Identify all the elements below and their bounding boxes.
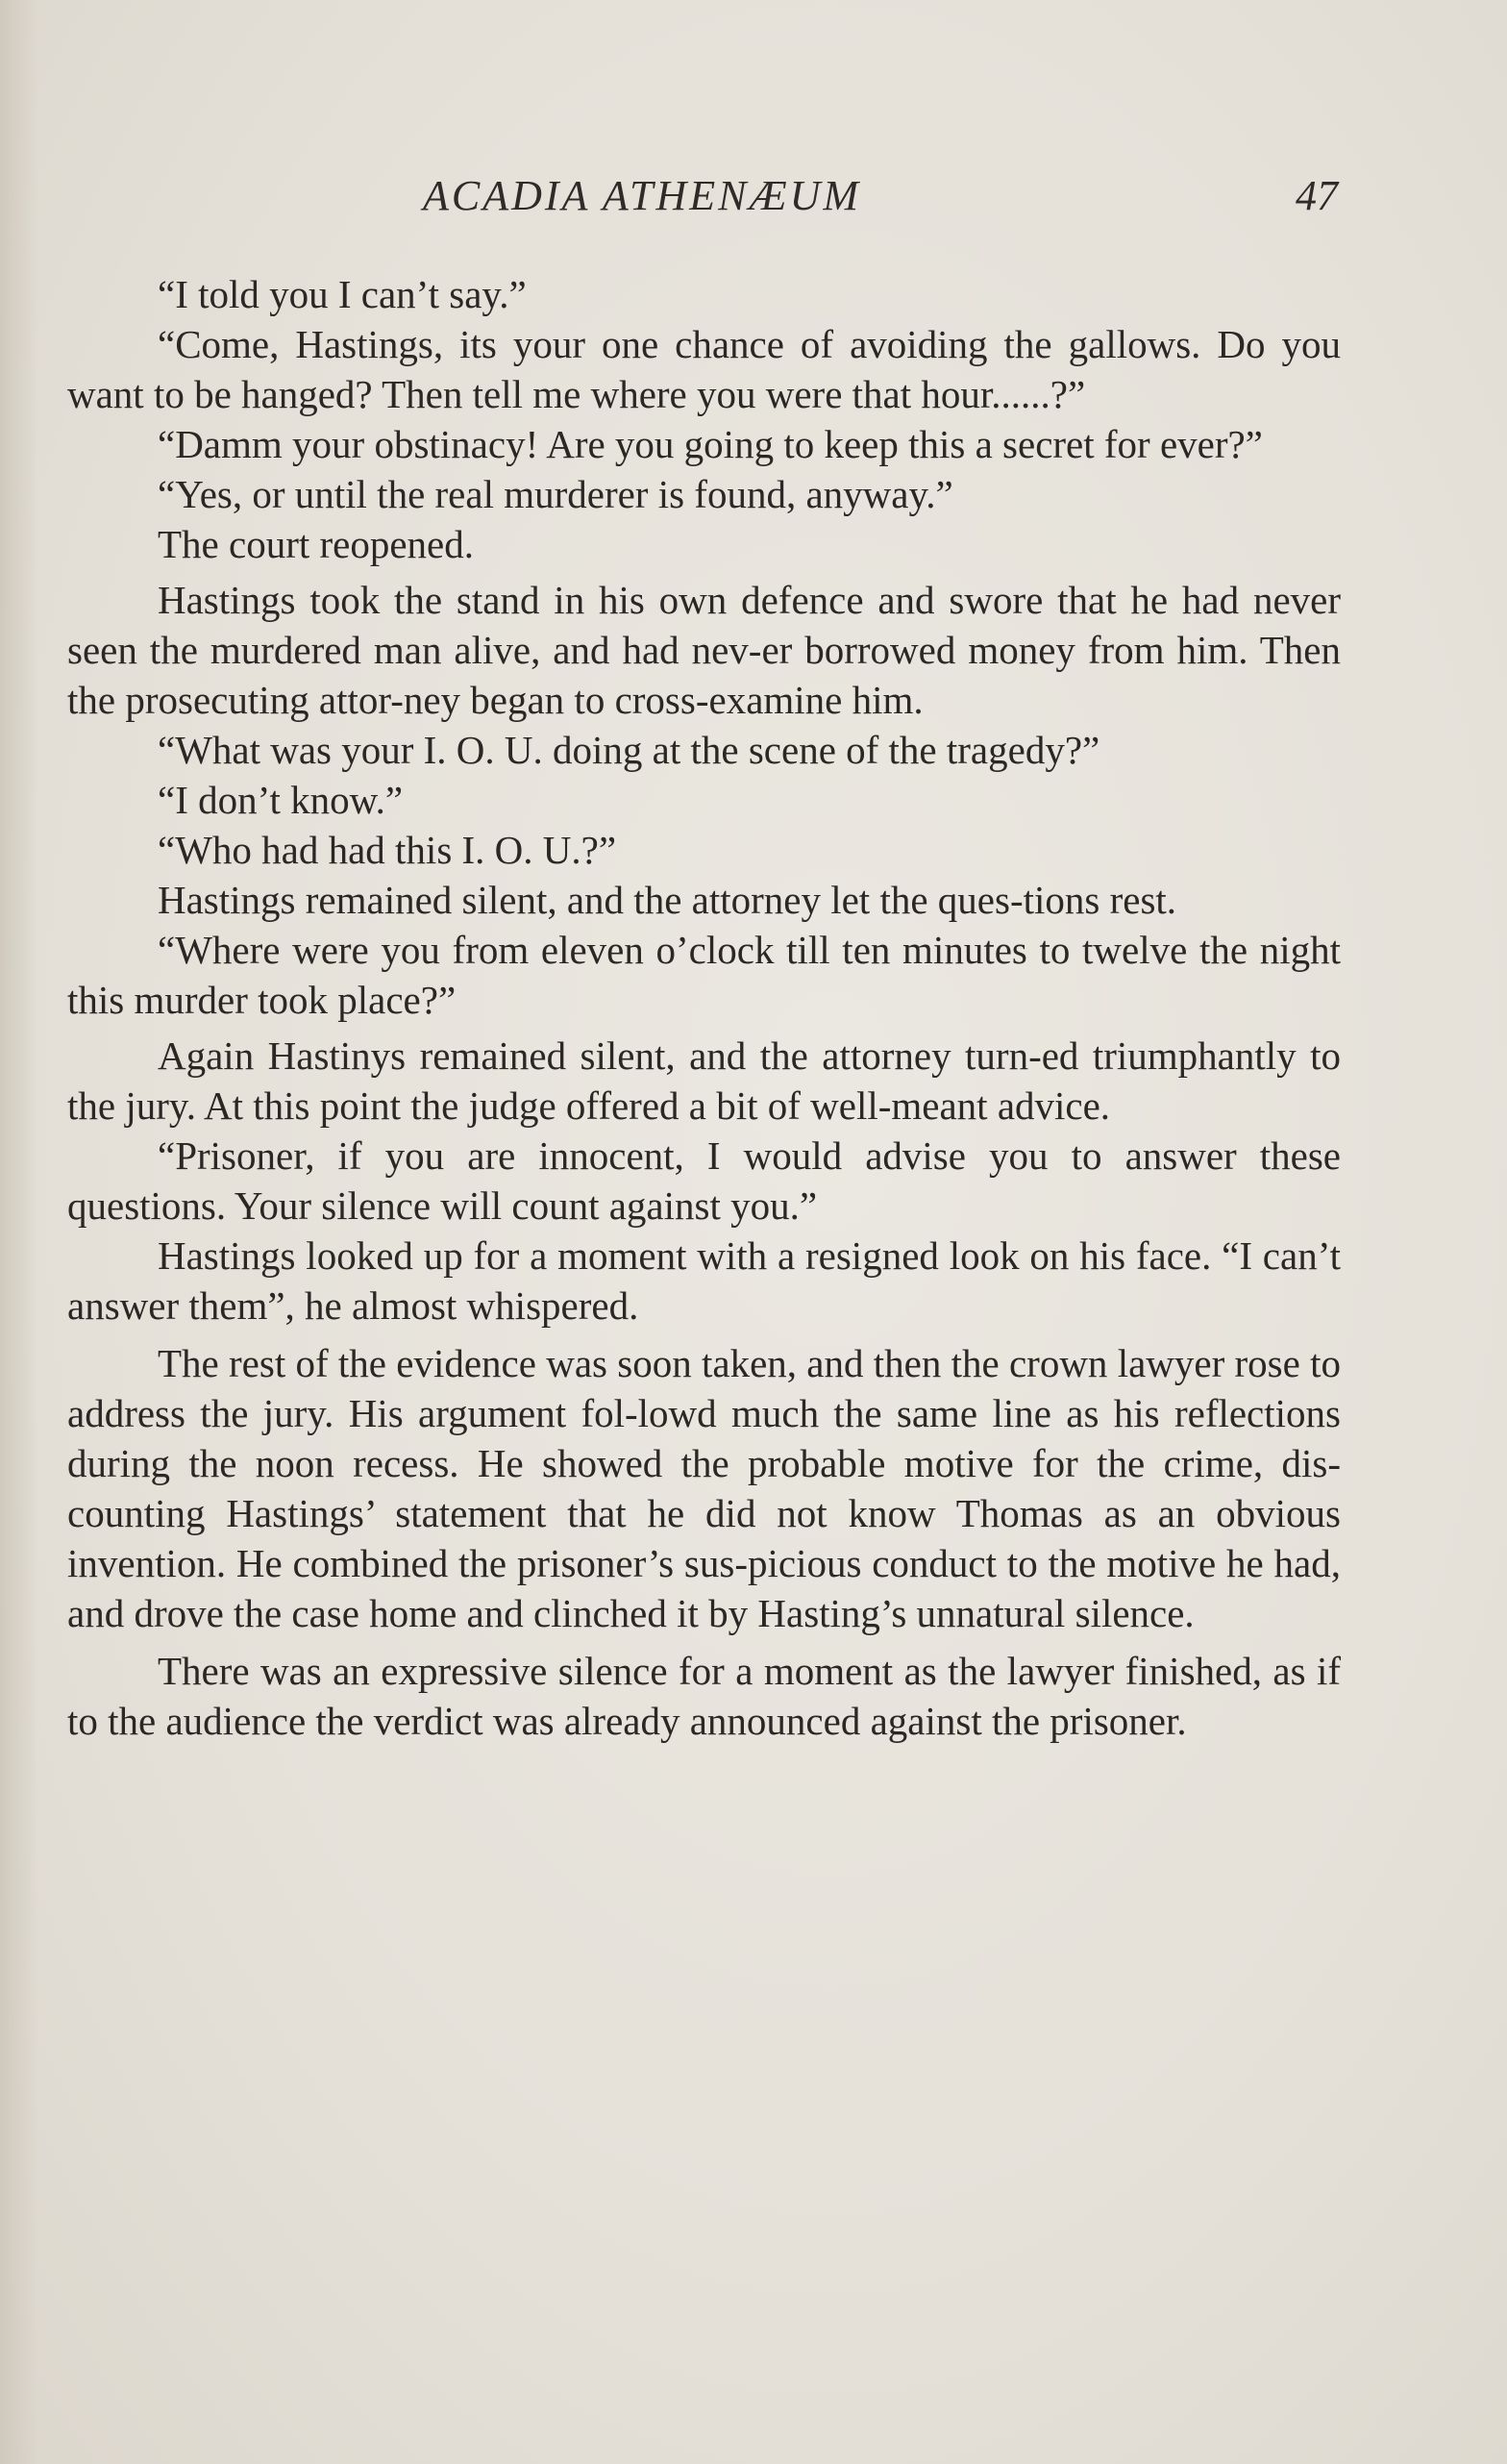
paragraph: “I told you I can’t say.” <box>158 272 527 316</box>
paragraph: “Who had had this I. O. U.?” <box>158 828 617 872</box>
paragraph: “Where were you from eleven o’clock till ten minutes to twelve the night this murder took place?” <box>67 928 1341 1022</box>
article-body <box>67 269 1341 1746</box>
paragraph: The court reopened. <box>158 522 474 566</box>
paragraph: “Yes, or until the real murderer is found, anyway.” <box>158 472 953 516</box>
page-spine-shadow <box>0 0 38 2464</box>
paragraph: “Prisoner, if you are innocent, I would advise you to answer these questions. Your silence will count against you.” <box>67 1133 1341 1228</box>
paragraph: Again Hastinys remained silent, and the attorney turn-ed triumphantly to the jury. At this point the judge offered a bit of well-meant advice. <box>67 1033 1341 1128</box>
paragraph: “Come, Hastings, its your one chance of avoiding the gallows. Do you want to be hanged? Then tell me where you were that hour......?” <box>67 322 1341 416</box>
paragraph: Hastings took the stand in his own defence and swore that he had never seen the murdered man alive, and had nev-er borrowed money from him. Then the prosecuting attor-ney began to cross-examine him. <box>67 578 1341 722</box>
paragraph: Hastings remained silent, and the attorney let the ques-tions rest. <box>158 878 1177 922</box>
paragraph: “I don’t know.” <box>158 778 404 822</box>
paragraph: “What was your I. O. U. doing at the scene of the tragedy?” <box>158 728 1100 772</box>
running-header <box>0 171 1507 229</box>
paragraph: There was an expressive silence for a moment as the lawyer finished, as if to the audience the verdict was already announced against the prisoner. <box>67 1649 1341 1743</box>
paragraph: “Damm your obstinacy! Are you going to keep this a secret for ever?” <box>158 422 1263 466</box>
paragraph: The rest of the evidence was soon taken, and then the crown lawyer rose to address the jury. His argument fol-lowd much the same line as his reflections during the noon recess. He showed the probable motive for the crime, dis-counting Hastings’ statement that he did not know Thomas as an obvious invention. He combined the prisoner’s sus-picious conduct to the motive he had, and drove the case home and clinched it by Hasting’s unnatural silence. <box>67 1341 1341 1635</box>
paragraph: Hastings looked up for a moment with a resigned look on his face. “I can’t answer them”, he almost whispered. <box>67 1233 1341 1328</box>
journal-title: ACADIA ATHENÆUM <box>423 172 862 219</box>
page-number: 47 <box>1296 172 1338 219</box>
